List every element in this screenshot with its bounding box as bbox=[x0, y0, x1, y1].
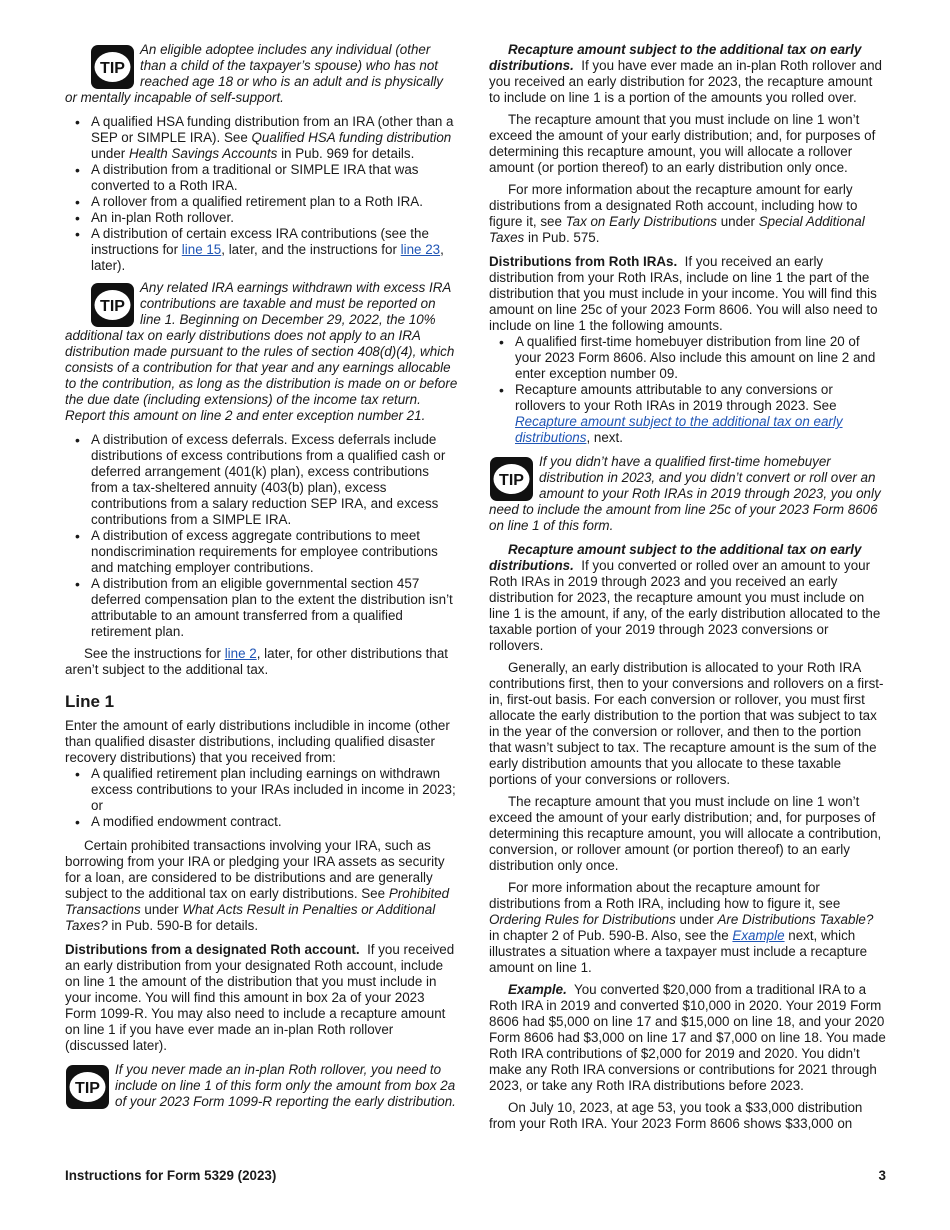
list-item: • A distribution from an eligible governmental section 457 deferred compensation plan to the extent the distribution isn’t attributable to an amount transferred from a qualified retirement plan. bbox=[65, 576, 458, 640]
paragraph: For more information about the recapture amount for early distributions from a designated Roth account, including how to figure it, see Tax on Early Distributions under Special Additional Taxes in Pub. 575. bbox=[489, 182, 865, 245]
line-2-link[interactable]: line 2 bbox=[224, 646, 257, 661]
recapture-heading: Recapture amount subject to the additional tax on early distributions. bbox=[489, 542, 862, 573]
tip-box-in-plan-rollover bbox=[65, 1062, 458, 1110]
tip-box-homebuyer bbox=[489, 454, 886, 534]
list-item: • A qualified HSA funding distribution from an IRA (other than a SEP or SIMPLE IRA). See Qualified HSA funding distribution under Health Savings Accounts in Pub. 969 for details. bbox=[65, 114, 458, 162]
footer-title: Instructions for Form 5329 (2023) bbox=[65, 1168, 277, 1183]
paragraph: On July 10, 2023, at age 53, you took a $33,000 distribution from your Roth IRA. Your 2023 Form 8606 shows $33,000 on bbox=[489, 1100, 863, 1131]
example-paragraph: Example. You converted $20,000 from a traditional IRA to a Roth IRA in 2019 and converted $10,000 in 2020. Your 2019 Form 8606 had $5,000 on line 17 and $15,000 on line 18, and your 2020 Form 8606 had $3,000 on line 17 and $7,000 on line 18. You made Roth IRA contributions of $2,000 for 2019 and 2020. You didn’t make any Roth IRA conversions or contributions for 2021 through 2023, or take any Roth IRA distributions before 2023. bbox=[489, 982, 886, 1093]
list-item: • A distribution of excess aggregate contributions to meet nondiscrimination requirements for employee contributions and matching employer contributions. bbox=[65, 528, 458, 576]
tip-icon bbox=[90, 44, 135, 90]
svg-text:TIP: TIP bbox=[499, 472, 524, 489]
list-item: • A rollover from a qualified retirement plan to a Roth IRA. bbox=[65, 194, 458, 210]
paragraph: Generally, an early distribution is allocated to your Roth IRA contributions first, then to your conversions and rollovers on a first-in, first-out basis. For each conversion or rollover, you must first allocate the early distribution to the portion that was subject to tax in the year of the conversion or rollover, and then to the portion that wasn’t subject to tax. The recapture amount is the sum of the early distribution amounts that you allocate to these taxable portions of your conversions or rollovers. bbox=[489, 660, 884, 787]
line-15-link[interactable]: line 15 bbox=[181, 242, 222, 257]
line-1-list bbox=[65, 766, 458, 830]
tip-icon bbox=[489, 456, 534, 502]
tip-icon bbox=[90, 282, 135, 328]
svg-text:TIP: TIP bbox=[100, 298, 125, 315]
line-23-link[interactable]: line 23 bbox=[400, 242, 441, 257]
list-item: • A distribution from a traditional or SIMPLE IRA that was converted to a Roth IRA. bbox=[65, 162, 458, 194]
list-item: • A distribution of excess deferrals. Excess deferrals include distributions of excess contributions from a qualified cash or deferred arrangement (401(k) plan), excess contributions from a tax-sheltered annuity (403(b) plan), excess contributions from a salary reduction SEP IRA, and excess contributions from a SIMPLE IRA. bbox=[65, 432, 458, 528]
list-item: • Recapture amounts attributable to any conversions or rollovers to your Roth IRAs in 2019 through 2023. See Recapture amount subject to the additional tax on early distributions, next. bbox=[489, 382, 886, 446]
recapture-amount-link[interactable]: Recapture amount subject to the additional tax on early distributions bbox=[515, 414, 843, 445]
example-link[interactable]: Example bbox=[732, 928, 785, 943]
svg-text:TIP: TIP bbox=[75, 1080, 100, 1097]
recapture-heading: Recapture amount subject to the additional tax on early distributions. bbox=[489, 42, 862, 73]
designated-roth-paragraph: Distributions from a designated Roth account. If you received an early distribution from your designated Roth account, include on line 1 the amount of the distribution that you must include in your income. You will find this amount in box 2a of your 2023 Form 1099-R. You may also need to include a recapture amount on line 1 if you have ever made an in-plan Roth rollover (discussed later). bbox=[65, 942, 455, 1053]
roth-ira-heading: Distributions from Roth IRAs. bbox=[489, 254, 678, 269]
see-line-2-paragraph: See the instructions for line 2, later, for other distributions that aren’t subject to the additional tax. bbox=[65, 646, 448, 677]
tip-text: An eligible adoptee includes any individual (other than a child of the taxpayer’s spouse) who has not reached age 18 or who is an adult and is physically or mentally incapable of self-support. bbox=[65, 42, 443, 105]
right-column bbox=[489, 42, 886, 1138]
recapture-roth-ira-paragraph: Recapture amount subject to the additional tax on early distributions. If you converted or rolled over an amount to your Roth IRAs in 2019 through 2023 and you received an early distribution for 2023, the recapture amount you must include on line 1 is the amount, if any, of the early distribution allocated to the taxable portion of your 2019 through 2023 conversions or rollovers. bbox=[489, 542, 881, 653]
list-item: • A distribution of certain excess IRA contributions (see the instructions for line 15, later, and the instructions for line 23, later). bbox=[65, 226, 458, 274]
svg-text:TIP: TIP bbox=[100, 60, 125, 77]
example-heading: Example. bbox=[508, 982, 567, 997]
recapture-designated-paragraph: Recapture amount subject to the additional tax on early distributions. If you have ever made an in-plan Roth rollover and you received an early distribution for 2023, the recapture amount to include on line 1 is a portion of the amounts you rolled over. bbox=[489, 42, 882, 105]
list-item: • A qualified first-time homebuyer distribution from line 20 of your 2023 Form 8606. Also include this amount on line 2 and enter exception number 09. bbox=[489, 334, 886, 382]
left-column bbox=[65, 42, 458, 1118]
tip-box-adoptee bbox=[65, 42, 458, 106]
line-1-heading: Line 1 bbox=[65, 692, 115, 711]
line-1-intro: Enter the amount of early distributions includible in income (other than qualified disaster distributions, including qualified disaster recovery distributions) that you received from: bbox=[65, 718, 450, 765]
distribution-list bbox=[65, 114, 458, 274]
roth-ira-list bbox=[489, 334, 886, 446]
roth-ira-paragraph: Distributions from Roth IRAs. If you received an early distribution from your Roth IRAs, include on line 1 the part of the distribution that you must include in your income. You will find this amount on line 25c of your 2023 Form 8606. You will also need to include on line 1 the following amounts. bbox=[489, 254, 878, 333]
paragraph: The recapture amount that you must include on line 1 won’t exceed the amount of your early distribution; and, for purposes of determining this recapture amount, you will allocate a rollover amount (or portion thereof) to an early distribution only once. bbox=[489, 112, 876, 175]
paragraph: The recapture amount that you must include on line 1 won’t exceed the amount of your early distribution; and, for purposes of determining this recapture amount, you will allocate a contribution, conversion, or rollover amount (or portion thereof) to an early distribution only once. bbox=[489, 794, 882, 873]
prohibited-transactions-paragraph: Certain prohibited transactions involving your IRA, such as borrowing from your IRA or pledging your IRA assets as security for a loan, are considered to be distributions and are generally subject to the additional tax on early distributions. See Prohibited Transactions under What Acts Result in Penalties or Additional Taxes? in Pub. 590-B for details. bbox=[65, 838, 450, 933]
tip-text: Any related IRA earnings withdrawn with excess IRA contributions are taxable and must be reported on line 1. Beginning on December 29, 2022, the 10% additional tax on early distributions does not apply to an IRA distribution made pursuant to the rules of section 408(d)(4), which consists of a contribution for that year and any earnings allocable to the contribution, as long as the distribution is made on or before the due date (including extensions) of the income tax return. Report this amount on line 2 and enter exception number 21. bbox=[65, 280, 458, 423]
tip-text: If you never made an in-plan Roth rollover, you need to include on line 1 of this form only the amount from box 2a of your 2023 Form 1099-R reporting the early distribution. bbox=[115, 1062, 456, 1109]
paragraph: For more information about the recapture amount for distributions from a Roth IRA, including how to figure it, see Ordering Rules for Distributions under Are Distributions Taxable? in chapter 2 of Pub. 590-B. Also, see the Example next, which illustrates a situation where a taxpayer must include a recapture amount on line 1. bbox=[489, 880, 874, 975]
list-item: • A modified endowment contract. bbox=[65, 814, 458, 830]
list-item: • A qualified retirement plan including earnings on withdrawn excess contributions to your IRAs included in income in 2023; or bbox=[65, 766, 458, 814]
tip-icon bbox=[65, 1064, 110, 1110]
list-item: • An in-plan Roth rollover. bbox=[65, 210, 458, 226]
excess-list bbox=[65, 432, 458, 640]
tip-box-excess-earnings bbox=[65, 280, 458, 424]
tip-text: If you didn’t have a qualified first-time homebuyer distribution in 2023, and you didn’t convert or roll over an amount to your Roth IRAs in 2019 through 2023, you only need to include the amount from line 25c of your 2023 Form 8606 on line 1 of this form. bbox=[489, 454, 881, 533]
designated-roth-heading: Distributions from a designated Roth account. bbox=[65, 942, 360, 957]
page-number: 3 bbox=[878, 1168, 886, 1183]
